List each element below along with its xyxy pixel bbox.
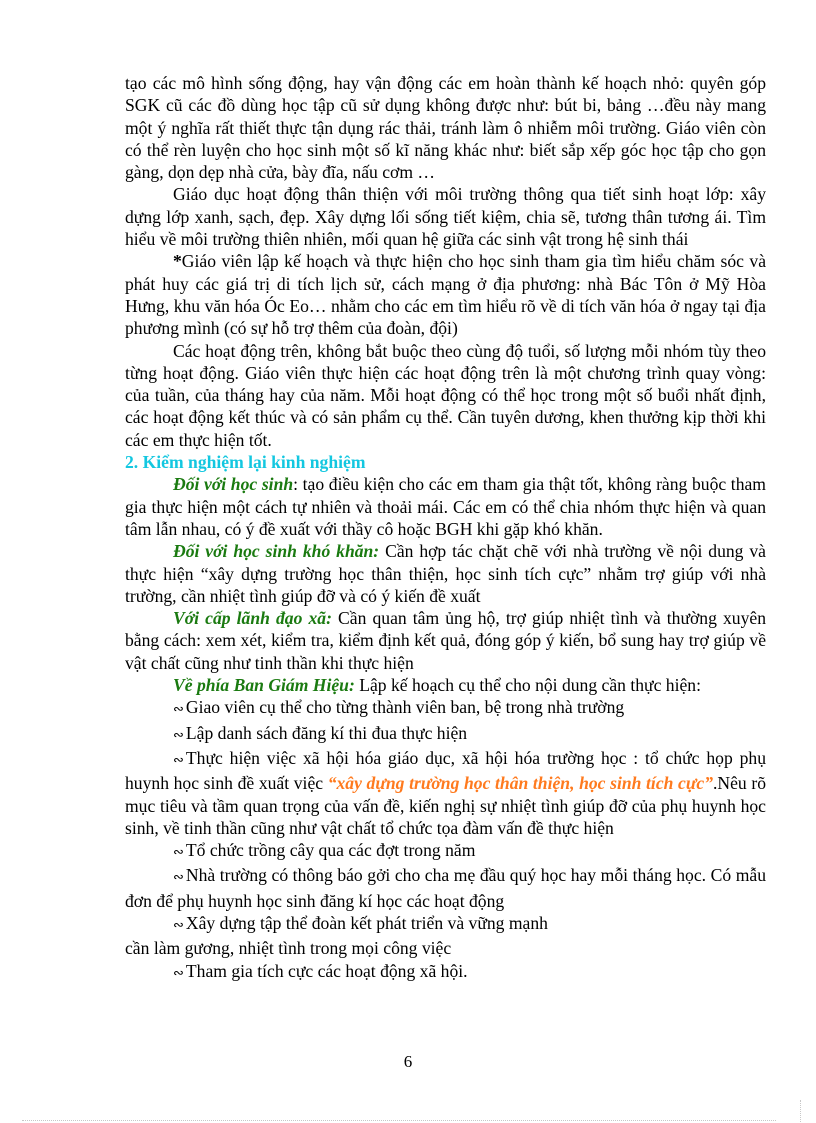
- commune-leaders-section: [125, 607, 766, 674]
- board-label: Về phía Ban Giám Hiệu:: [173, 675, 355, 696]
- list-item-continuation: cần làm gương, nhiệt tình trong mọi công việc: [125, 938, 452, 959]
- bullet-icon: ∾: [173, 702, 184, 718]
- board-text: Lập kế hoạch cụ thể cho nội dung cần thực hiện:: [354, 675, 701, 696]
- list-item-text: Thực hiện việc xã hội hóa giáo dục, xã hội hóa trường học : tổ chức họp phụ huynh học sinh đề xuất việc: [125, 747, 766, 794]
- list-item: [125, 864, 766, 912]
- paragraph-4: Các hoạt động trên, không bắt buộc theo cùng độ tuổi, số lượng mỗi nhóm tùy theo từng hoạt động. Giáo viên thực hiện các hoạt động trên là một chương trình quay vòng: của tuần, của tháng hay của năm. Mỗi hoạt động có thể học trong một số buổi nhất định, các hoạt động kết thúc và có sản phẩm cụ thể. Cần tuyên dương, khen thưởng kịp thời khi các em thực hiện tốt.: [125, 340, 766, 450]
- page-corner-mark: [800, 1100, 802, 1122]
- list-item-text: Giao viên cụ thể cho từng thành viên ban, bệ trong nhà trường: [185, 697, 625, 718]
- list-item-text: Lập danh sách đăng kí thi đua thực hiện: [185, 722, 468, 743]
- list-item-text: Xây dựng tập thể đoàn kết phát triển và vững mạnh: [185, 912, 548, 933]
- students-text: : tạo điều kiện cho các em tham gia thật tốt, không ràng buộc tham gia thực hiện một cách tự nhiên và thoải mái. Các em có thể chia nhóm thực hiện và quan tâm lẫn nhau, có ý đề xuất với thầy cô hoặc BGH khi gặp khó khăn.: [125, 474, 766, 539]
- campaign-slogan: “xây dựng trường học thân thiện, học sinh tích cực”: [327, 773, 713, 794]
- bullet-icon: ∾: [173, 870, 184, 886]
- students-label: Đối với học sinh: [173, 474, 294, 495]
- paragraph-3: [125, 250, 766, 339]
- paragraph-1: tạo các mô hình sống động, hay vận động các em hoàn thành kế hoạch nhỏ: quyên góp SGK cũ các đồ dùng học tập cũ sử dụng không được như: bút bi, bảng …đều này mang một ý nghĩa rất thiết thực tận dụng rác thải, tránh làm ô nhiễm môi trường. Giáo viên còn có thể rèn luyện cho học sinh một số kĩ năng khác như: biết sắp xếp góc học tập cho gọn gàng, dọn dẹp nhà cửa, bày đĩa, nấu cơm …: [125, 73, 766, 183]
- list-item: [125, 696, 766, 721]
- disadvantaged-students-section: [125, 540, 766, 607]
- list-item-text: Tham gia tích cực các hoạt động xã hội.: [185, 960, 468, 981]
- section-heading: 2. Kiểm nghiệm lại kinh nghiệm: [125, 452, 366, 473]
- bullet-icon: ∾: [173, 845, 184, 861]
- asterisk-mark: *: [173, 251, 182, 272]
- page-number: 6: [403, 1052, 413, 1071]
- list-item-text: Nhà trường có thông báo gởi cho cha mẹ đầu quý học hay mỗi tháng học. Có mẫu đơn để phụ huynh học sinh đăng kí học các hoạt động: [125, 865, 766, 911]
- list-item-text-cont: .Nêu rõ mục tiêu và tầm quan trọng của vấn đề, kiến nghị sự nhiệt tình giúp đỡ của phụ huynh học sinh, về tinh thần cũng như vật chất tổ chức tọa đàm vấn đề thực hiện: [125, 773, 766, 838]
- list-item: [125, 839, 766, 864]
- disadvantaged-students-label: Đối với học sinh khó khăn:: [173, 541, 380, 562]
- list-item: [125, 747, 766, 839]
- bullet-icon: ∾: [173, 965, 184, 981]
- commune-leaders-label: Với cấp lãnh đạo xã:: [173, 608, 332, 629]
- students-section: [125, 473, 766, 540]
- board-section: [125, 674, 766, 696]
- page-body: [125, 72, 766, 985]
- list-item-text: Tổ chức trồng cây qua các đợt trong năm: [185, 840, 476, 861]
- bullet-icon: ∾: [173, 727, 184, 743]
- paragraph-3-text: Giáo viên lập kế hoạch và thực hiện cho học sinh tham gia tìm hiểu chăm sóc và phát huy các giá trị di tích lịch sử, cách mạng ở địa phương: nhà Bác Tôn ở Mỹ Hòa Hưng, khu văn hóa Óc Eo… nhằm cho các em tìm hiểu rõ về di tích văn hóa ở ngay tại địa phương mình (có sự hỗ trợ thêm của đoàn, đội): [125, 251, 766, 339]
- bullet-icon: ∾: [173, 917, 184, 933]
- bullet-icon: ∾: [173, 752, 184, 768]
- commune-leaders-text: Cần quan tâm ủng hộ, trợ giúp nhiệt tình và thường xuyên bằng cách: xem xét, kiểm tra, kiểm định kết quả, đóng góp ý kiến, bổ sung hay trợ giúp về vật chất cũng như tinh thần khi thực hiện: [125, 608, 766, 673]
- list-item: [125, 912, 766, 937]
- disadvantaged-students-text: Cần hợp tác chặt chẽ với nhà trường về nội dung và thực hiện “xây dựng trường học thân thiện, học sinh tích cực” nhằm trợ giúp với nhà trường, cần nhiệt tình giúp đỡ và có ý kiến đề xuất: [125, 541, 766, 606]
- list-item: [125, 722, 766, 747]
- paragraph-2: Giáo dục hoạt động thân thiện với môi trường thông qua tiết sinh hoạt lớp: xây dựng lớp xanh, sạch, đẹp. Xây dựng lối sống tiết kiệm, chia sẽ, tương thân tương ái. Tìm hiểu về môi trường thiên nhiên, mối quan hệ giữa các sinh vật trong hệ sinh thái: [125, 184, 766, 250]
- list-item: [125, 960, 766, 985]
- page-bottom-border: [22, 1120, 776, 1121]
